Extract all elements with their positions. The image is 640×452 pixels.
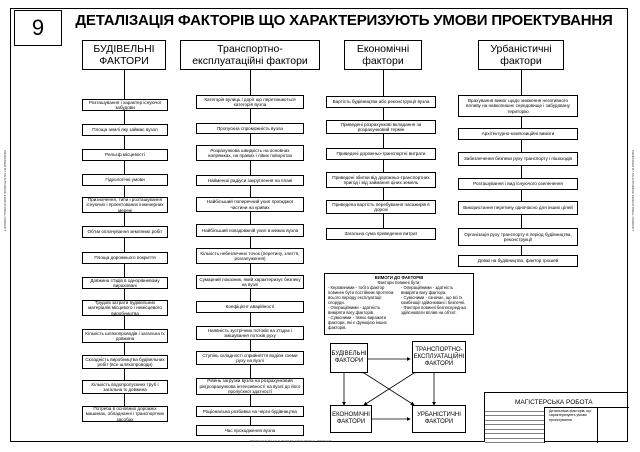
- header-construction: БУДІВЕЛЬНІ ФАКТОРИ: [82, 40, 166, 70]
- urban-factor: Довжі на будівництво, фактор грошей: [458, 255, 578, 267]
- transport-factor: Найбільший повздовжній ухил в межах вузла: [196, 224, 304, 237]
- economic-factor: Загальна сума приведених витрат: [326, 228, 436, 240]
- header-economic: Економічні фактори: [344, 40, 422, 70]
- title-block-description: Детальніша факторів, що характеризують умови проектування: [549, 409, 592, 422]
- transport-factor: Сумарний показник, який характеризує безпеку на вузлі: [196, 275, 304, 289]
- construction-factor: Трудові затрати будівельних матеріалів місцевого і немісцевого виробництва: [82, 300, 168, 316]
- watermark-left: PRODUCED BY AN AUTODESK EDUCATIONAL PRODUCT: [3, 150, 7, 232]
- urban-factor: Врахування вимог щодо зниження негативного впливу на навколишнє середовище і забудовану територію: [458, 95, 578, 117]
- transport-factor: Категорія вулиць і доріг що перетинаються категорія вузла: [196, 95, 304, 109]
- economic-factor: Вартість будівництва або реконструкції вузла: [326, 96, 436, 108]
- requirements-box: [324, 273, 474, 335]
- construction-factor: Кількість шляхопроводів і загальна їх довжина: [82, 329, 168, 343]
- title-block-corner: [597, 407, 629, 443]
- transport-factor: Кількість небезпечних точок (перетину, злиття, розгалуження): [196, 248, 304, 264]
- watermark-bottom: PRODUCED BY AN AUTODESK EDUCATIONAL PRODUCT: [250, 439, 332, 443]
- construction-factor: Кількість водопропускних труб і загальна їх довжина: [82, 380, 168, 394]
- transport-factor: Час проходження вузла: [196, 425, 304, 436]
- construction-factor: Площа дорожнього покриття: [82, 252, 168, 264]
- urban-factor: Архітектурно-композиційні вимоги: [458, 128, 578, 140]
- transport-factor: Рівень загрузки вузла на розрахунковий рік(розрахункова інтенсивності на вузлі до його пропускної здатності: [196, 378, 304, 395]
- urban-factor: Використання перетину одночасно для інших цілей: [458, 201, 578, 215]
- economic-factor: Приведена вартість перебування пасажирів в дорозі: [326, 200, 436, 214]
- header-urban: Урбаністичні фактори: [478, 40, 564, 70]
- construction-factor: Площа землі яку займає вузол: [82, 124, 168, 136]
- transport-factor: Коефіцієнт аварійності: [196, 301, 304, 313]
- requirement-line: - Сумісними - тяжко виражати фактори, які є функцією інших факторів.: [328, 315, 387, 330]
- construction-factor: Призначення, типи і розташування існуючих і проектованих інженерних мереж: [82, 197, 168, 213]
- diagram-urban-box: УРБАНІСТИЧНІ ФАКТОРИ: [412, 405, 466, 433]
- requirements-title: ВИМОГИ ДО ФАКТОРІВ: [374, 275, 424, 280]
- economic-factor: Приведені розрахункові вкладання за розрахунковий термін: [326, 120, 436, 134]
- page-title: ДЕТАЛІЗАЦІЯ ФАКТОРІВ ЩО ХАРАКТЕРИЗУЮТЬ УМОВИ ПРОЕКТУВАННЯ: [75, 12, 613, 29]
- drawing-frame: [10, 8, 628, 442]
- urban-factor: Організація руху транспорту в період будівництва, реконструкції: [458, 228, 578, 246]
- transport-factor: Найбільший поперечний ухил проїжджої частини на кривих: [196, 197, 304, 212]
- requirement-line: - Операційними - здатність виміряти вагу факторів.: [328, 305, 381, 315]
- header-transport: Транспортно-експлуатаційні фактори: [180, 40, 320, 70]
- diagram-transport-box: ТРАНСПОРТНО-ЕКСПЛУАТАЦІЙНІ ФАКТОРИ: [412, 341, 466, 373]
- requirement-line: - Сумісними - означає, що всі їх комбінації здійснювані і безпечні.: [401, 295, 466, 305]
- construction-factor: Складність виробництва будівельних робіт (все шляхопроводи): [82, 355, 168, 369]
- urban-factor: Розташування і вид існуючого озеленення: [458, 178, 578, 190]
- transport-factor: Наявність зустрічних потоків на з'їздах і змішування потоків руху: [196, 326, 304, 340]
- requirement-line: - Фактори повинні безпосередньо здійснювати вплив на об'єкт.: [401, 305, 467, 315]
- title-block: [484, 392, 628, 442]
- construction-factor: Потреба в основних дорожніх машинах, обладнанні і транспортних засобах: [82, 406, 168, 422]
- urban-factor: Забезпечення безпеки руху транспорту і пішоходів: [458, 152, 578, 166]
- construction-factor: Рельєф місцевості: [82, 149, 168, 161]
- construction-factor: Гідрологічні умови: [82, 174, 168, 186]
- watermark-right: PRODUCED BY AN AUTODESK EDUCATIONAL PRODUCT: [631, 150, 635, 232]
- requirements-subtitle: Фактори повинні бути:: [377, 280, 421, 285]
- construction-factor: Розташування і характер існуючої забудови: [82, 99, 168, 111]
- construction-factor: Довжина з'їздів в однорівневому вираховані: [82, 277, 168, 289]
- transport-factor: Пропускна спроможність вузла: [196, 123, 304, 134]
- title-block-title: МАГІСТЕРСЬКА РОБОТА: [515, 399, 593, 406]
- construction-factor: Об'єм оплачування земляних робіт: [82, 226, 168, 238]
- diagram-economic-box: ЕКОНОМІЧНІ ФАКТОРИ: [330, 405, 372, 433]
- transport-factor: Ступінь складності сприйняття водієм схеми руху на вузлі: [196, 351, 304, 365]
- economic-factor: Приведені дорожньо-транспортні витрати: [326, 148, 436, 160]
- transport-factor: Найменші радіуси закруглення на плані: [196, 175, 304, 186]
- page-number: 9: [14, 10, 62, 46]
- diagram-construction-box: БУДІВЕЛЬНІ ФАКТОРИ: [330, 343, 368, 373]
- transport-factor: Раціональна розбивка на черги будівництва: [196, 406, 304, 417]
- economic-factor: Приведені збитки від дорожньо-транспортних пригод і від займання ціних земель: [326, 172, 436, 188]
- transport-factor: Розрахункова швидкість на основних напрямках, на правих і лівих поворотах: [196, 145, 304, 161]
- title-block-grid: [485, 407, 545, 443]
- requirement-line: - Операційними - здатність виміряти вагу фактора.: [401, 285, 454, 295]
- requirement-line: - Керовиними - тобто фактор повинен бути постійним протягом всього періоду експлуатації споруди.: [328, 285, 394, 305]
